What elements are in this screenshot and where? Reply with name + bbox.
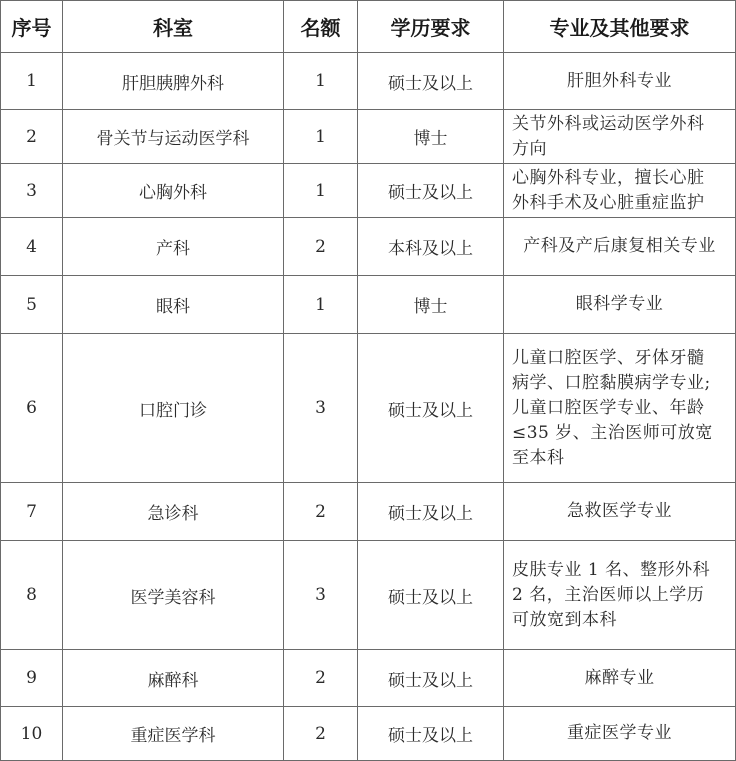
header-major: 专业及其他要求 [504, 1, 736, 53]
cell-major-text: 肝胆外科专业 [567, 70, 672, 91]
cell-major [504, 483, 736, 541]
cell-edu: 硕士及以上 [358, 541, 504, 650]
cell-edu: 硕士及以上 [358, 334, 504, 483]
cell-major-text: 产科及产后康复相关专业 [523, 236, 716, 256]
cell-quota: 1 [284, 164, 358, 218]
cell-dept: 眼科 [63, 276, 284, 334]
cell-dept: 心胸外科 [63, 164, 284, 218]
cell-seq: 1 [1, 53, 63, 110]
cell-major [504, 334, 736, 483]
cell-quota: 2 [284, 650, 358, 707]
cell-major [504, 164, 736, 218]
cell-dept: 口腔门诊 [63, 334, 284, 483]
cell-major [504, 53, 736, 110]
table-row [1, 707, 736, 761]
cell-major-text: 眼科学专业 [575, 294, 664, 314]
cell-major [504, 707, 736, 761]
cell-quota: 2 [284, 483, 358, 541]
cell-edu: 本科及以上 [358, 218, 504, 276]
cell-edu: 硕士及以上 [358, 53, 504, 110]
cell-edu: 硕士及以上 [358, 707, 504, 761]
table-row [1, 218, 736, 276]
cell-dept: 骨关节与运动医学科 [63, 110, 284, 164]
cell-major [504, 218, 736, 276]
table-row [1, 334, 736, 483]
cell-major-text: 心胸外科专业，擅长心脏 外科手术及心脏重症监护 [512, 167, 705, 213]
cell-quota: 1 [284, 110, 358, 164]
cell-seq: 7 [1, 483, 63, 541]
table-row [1, 276, 736, 334]
cell-seq: 3 [1, 164, 63, 218]
cell-major-text: 急救医学专业 [567, 501, 672, 521]
cell-major [504, 110, 736, 164]
cell-quota: 1 [284, 53, 358, 110]
cell-major-text: 皮肤专业 1 名、整形外科 2 名，主治医师以上学历 可放宽到本科 [512, 559, 711, 630]
cell-major-text: 重症医学专业 [567, 723, 672, 743]
table-row [1, 164, 736, 218]
cell-quota: 3 [284, 334, 358, 483]
cell-edu: 博士 [358, 110, 504, 164]
cell-major-text: 麻醉专业 [584, 667, 655, 688]
header-edu: 学历要求 [358, 1, 504, 53]
cell-edu: 硕士及以上 [358, 483, 504, 541]
cell-seq: 10 [1, 707, 63, 761]
header-row [1, 1, 736, 53]
cell-edu: 硕士及以上 [358, 164, 504, 218]
cell-quota: 2 [284, 218, 358, 276]
cell-dept: 肝胆胰脾外科 [63, 53, 284, 110]
header-dept: 科室 [63, 1, 284, 53]
cell-major-text: 关节外科或运动医学外科 方向 [512, 113, 705, 159]
table-row [1, 53, 736, 110]
table-row [1, 541, 736, 650]
header-quota: 名额 [284, 1, 358, 53]
cell-dept: 产科 [63, 218, 284, 276]
cell-major [504, 650, 736, 707]
cell-major [504, 541, 736, 650]
cell-quota: 3 [284, 541, 358, 650]
cell-dept: 重症医学科 [63, 707, 284, 761]
table-row [1, 483, 736, 541]
cell-edu: 博士 [358, 276, 504, 334]
cell-seq: 5 [1, 276, 63, 334]
cell-seq: 8 [1, 541, 63, 650]
cell-dept: 麻醉科 [63, 650, 284, 707]
cell-seq: 9 [1, 650, 63, 707]
cell-major-text: 儿童口腔医学、牙体牙髓 病学、口腔黏膜病学专业; 儿童口腔医学专业、年龄 ≤35 岁、主治医师可放宽 至本科 [512, 347, 713, 468]
cell-seq: 6 [1, 334, 63, 483]
cell-quota: 1 [284, 276, 358, 334]
cell-dept: 急诊科 [63, 483, 284, 541]
header-seq: 序号 [1, 1, 63, 53]
cell-quota: 2 [284, 707, 358, 761]
cell-edu: 硕士及以上 [358, 650, 504, 707]
cell-major [504, 276, 736, 334]
table-row [1, 650, 736, 707]
cell-seq: 4 [1, 218, 63, 276]
cell-seq: 2 [1, 110, 63, 164]
table-row [1, 110, 736, 164]
cell-dept: 医学美容科 [63, 541, 284, 650]
